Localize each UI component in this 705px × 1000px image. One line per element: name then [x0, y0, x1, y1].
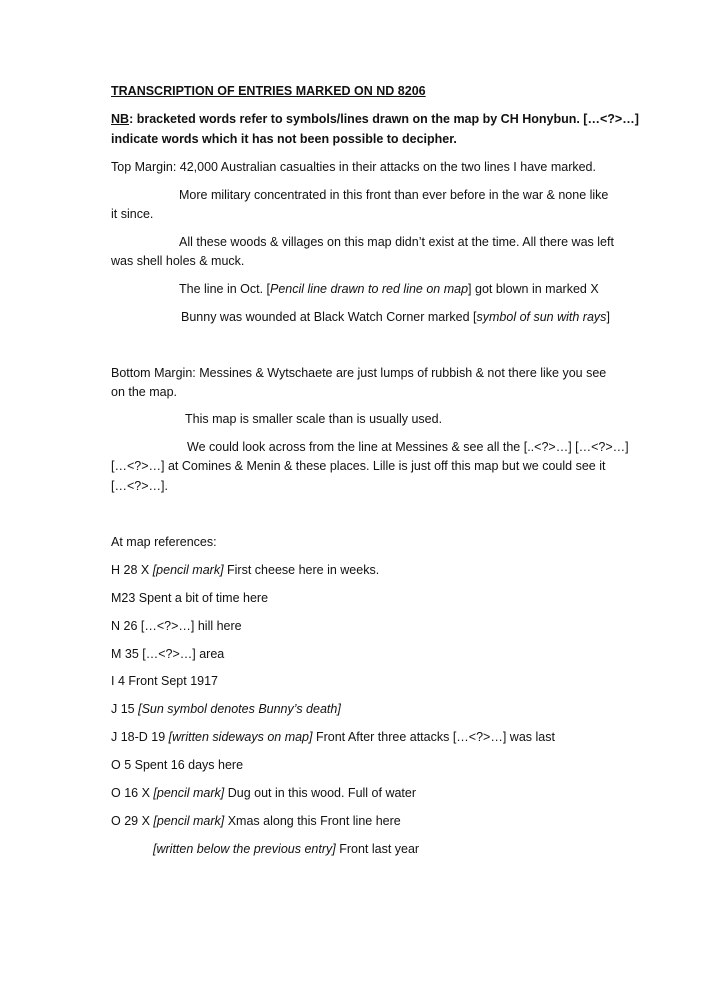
text-segment: H 28 X [111, 563, 153, 577]
bottom-margin-paragraph-3-line-1: We could look across from the line at Messines & see all the [..<?>…] […<?>…] [187, 440, 629, 454]
map-reference-entry [111, 563, 379, 578]
text-segment: ] [606, 310, 610, 324]
map-reference-entry: O 5 Spent 16 days here [111, 758, 244, 772]
map-reference-entry [111, 814, 401, 829]
map-reference-entry: M23 Spent a bit of time here [111, 591, 269, 605]
map-reference-entry: M 35 […<?>…] area [111, 647, 225, 661]
text-segment: Dug out in this wood. Full of water [224, 786, 417, 800]
annotation-italic: [written below the previous entry] [153, 842, 336, 856]
text-segment: Front last year [335, 842, 420, 856]
map-reference-entry: N 26 […<?>…] hill here [111, 619, 242, 633]
top-margin-paragraph-3-line-2: was shell holes & muck. [111, 254, 245, 268]
text-segment: Front After three attacks […<?>…] was last [312, 730, 555, 744]
bottom-margin-paragraph-1-line-1: Bottom Margin: Messines & Wytschaete are just lumps of rubbish & not there like you see [111, 366, 607, 380]
annotation-italic: [pencil mark] [153, 814, 225, 828]
map-reference-entry [153, 842, 419, 857]
nb-text-1: : bracketed words refer to symbols/lines drawn on the map by CH Honybun. […<?>…] [129, 112, 639, 126]
text-segment: Xmas along this Front line here [224, 814, 401, 828]
top-margin-paragraph-4 [179, 282, 599, 297]
text-segment: J 18-D 19 [111, 730, 169, 744]
text-segment: O 16 X [111, 786, 154, 800]
annotation-italic: [written sideways on map] [168, 730, 313, 744]
text-segment: The line in Oct. [ [179, 282, 271, 296]
bottom-margin-paragraph-1-line-2: on the map. [111, 385, 178, 399]
annotation-italic: [pencil mark] [153, 786, 225, 800]
text-segment: J 15 [111, 702, 139, 716]
map-references-heading: At map references: [111, 535, 217, 549]
nb-note-line-2: indicate words which it has not been possible to decipher. [111, 132, 457, 146]
annotation-italic: [Sun symbol denotes Bunny’s death] [138, 702, 341, 716]
bottom-margin-paragraph-3-line-2: […<?>…] at Comines & Menin & these places. Lille is just off this map but we could see it [111, 459, 606, 473]
annotation-italic: [pencil mark] [152, 563, 224, 577]
top-margin-paragraph-2-line-1: More military concentrated in this front than ever before in the war & none like [179, 188, 609, 202]
top-margin-paragraph-5 [181, 310, 610, 325]
annotation-italic: Pencil line drawn to red line on map [270, 282, 469, 296]
text-segment: O 29 X [111, 814, 154, 828]
bottom-margin-paragraph-2: This map is smaller scale than is usually used. [185, 412, 443, 426]
map-reference-entry [111, 786, 416, 801]
top-margin-paragraph-2-line-2: it since. [111, 207, 154, 221]
text-segment: ] got blown in marked X [468, 282, 599, 296]
annotation-italic: symbol of sun with rays [476, 310, 607, 324]
map-reference-entry [111, 730, 555, 745]
nb-note-line-1 [111, 112, 639, 127]
document-title: TRANSCRIPTION OF ENTRIES MARKED ON ND 8206 [111, 84, 426, 98]
text-segment: First cheese here in weeks. [223, 563, 380, 577]
nb-label: NB [111, 112, 130, 126]
map-reference-entry [111, 702, 341, 717]
map-reference-entry: I 4 Front Sept 1917 [111, 674, 219, 688]
text-segment: Bunny was wounded at Black Watch Corner marked [ [181, 310, 477, 324]
bottom-margin-paragraph-3-line-3: […<?>…]. [111, 479, 168, 493]
top-margin-paragraph-3-line-1: All these woods & villages on this map didn’t exist at the time. All there was left [179, 235, 614, 249]
top-margin-paragraph-1: Top Margin: 42,000 Australian casualties in their attacks on the two lines I have marked. [111, 160, 596, 174]
